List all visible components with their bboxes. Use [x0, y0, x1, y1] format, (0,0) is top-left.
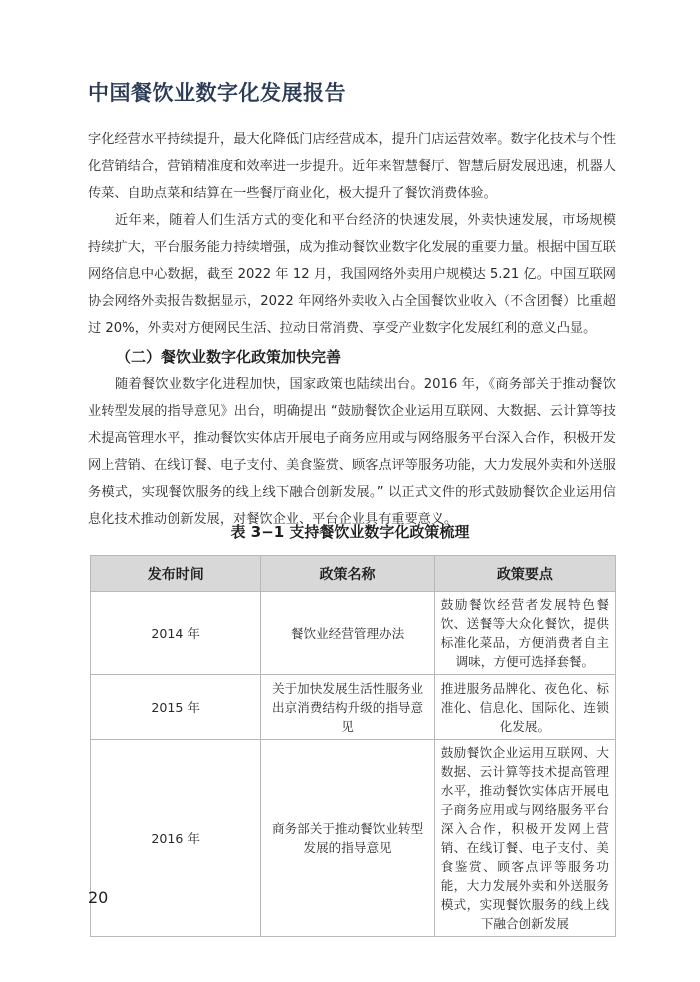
cell-time: 2014 年	[91, 592, 261, 675]
column-header-points: 政策要点	[434, 556, 615, 592]
cell-time: 2016 年	[91, 740, 261, 937]
cell-policy-points: 鼓励餐饮经营者发展特色餐饮、送餐等大众化餐饮，提供标准化菜品，方便消费者自主调味，方便可选择套餐。	[434, 592, 615, 675]
section-heading: （二）餐饮业数字化政策加快完善	[116, 348, 342, 366]
table-caption: 表 3−1 支持餐饮业数字化政策梳理	[230, 523, 470, 541]
page-number: 20	[88, 888, 109, 907]
table-row	[91, 592, 616, 675]
table-row	[91, 675, 616, 740]
table-header-row	[91, 556, 616, 592]
column-header-time: 发布时间	[91, 556, 261, 592]
cell-policy-points: 推进服务品牌化、夜色化、标准化、信息化、国际化、连锁化发展。	[434, 675, 615, 740]
table-row	[91, 740, 616, 937]
body-paragraph-2: 近年来，随着人们生活方式的变化和平台经济的快速发展，外卖快速发展，市场规模持续扩大，平台服务能力持续增强，成为推动餐饮业数字化发展的重要力量。根据中国互联网络信息中心数据，截至 2022 年 12 月，我国网络外卖用户规模达 5.21 亿。中国互联网协会网络外卖报告数据显示，2022 年网络外卖收入占全国餐饮业收入（不含团餐）比重超过 20%，外卖对方便网民生活、拉动日常消费、享受产业数字化发展红利的意义凸显。	[88, 213, 616, 336]
cell-time: 2015 年	[91, 675, 261, 740]
report-title: 中国餐饮业数字化发展报告	[88, 81, 346, 105]
cell-policy-name: 餐饮业经营管理办法	[261, 592, 434, 675]
cell-policy-name: 商务部关于推动餐饮业转型发展的指导意见	[261, 740, 434, 937]
policy-table	[90, 555, 616, 937]
cell-policy-name: 关于加快发展生活性服务业出京消费结构升级的指导意见	[261, 675, 434, 740]
column-header-name: 政策名称	[261, 556, 434, 592]
body-paragraph-3: 随着餐饮业数字化进程加快，国家政策也陆续出台。2016 年，《商务部关于推动餐饮业转型发展的指导意见》出台，明确提出 “鼓励餐饮企业运用互联网、大数据、云计算等技术提高管理水平，推动餐饮实体店开展电子商务应用或与网络服务平台深入合作，积极开发网上营销、在线订餐、电子支付、美食鉴赏、顾客点评等服务功能，大力发展外卖和外送服务模式，实现餐饮服务的线上线下融合创新发展。” 以正式文件的形式鼓励餐饮企业运用信息化技术推动创新发展，对餐饮企业、平台企业具有重要意义。	[88, 377, 616, 527]
cell-policy-points: 鼓励餐饮企业运用互联网、大数据、云计算等技术提高管理水平，推动餐饮实体店开展电子商务应用或与网络服务平台深入合作，积极开发网上营销、在线订餐、电子支付、美食鉴赏、顾客点评等服务功能，大力发展外卖和外送服务模式，实现餐饮服务的线上线下融合创新发展	[434, 740, 615, 937]
body-paragraph-1: 字化经营水平持续提升，最大化降低门店经营成本，提升门店运营效率。数字化技术与个性化营销结合，营销精准度和效率进一步提升。近年来智慧餐厅、智慧后厨发展迅速，机器人传菜、自助点菜和结算在一些餐厅商业化，极大提升了餐饮消费体验。	[88, 132, 616, 201]
